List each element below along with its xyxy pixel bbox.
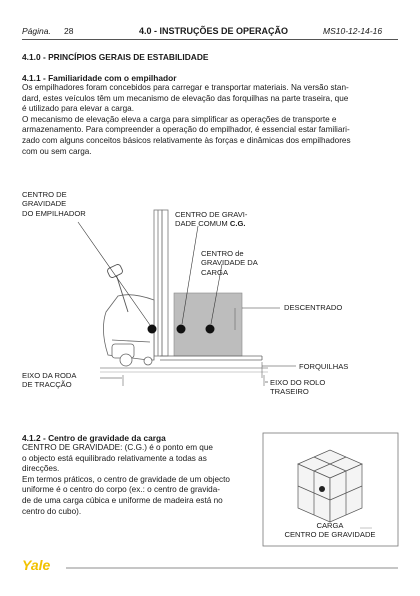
paragraph-line: uniforme é o centro do corpo (ex.: o centro de gravida- [22,485,220,495]
paragraph-line: Os empilhadores foram concebidos para carregar e transportar materiais. Na versão stan- [22,83,349,92]
paragraph-line: Em termos práticos, o centro de gravidade de um objecto [22,474,230,484]
header-model: MS10-12-14-16 [323,26,383,36]
cube-drawing [298,450,362,522]
label-truck-cg: CENTRO DE GRAVIDADE DO EMPILHADOR [22,190,86,218]
paragraph-line: CENTRO DE GRAVIDADE: (C.G.) é o ponto em que [22,443,213,452]
label-load-cg: CENTRO de GRAVIDADE DA CARGA [201,249,258,277]
section-title: 4.1.0 - PRINCÍPIOS GERAIS DE ESTABILIDADE [22,52,209,62]
cube-cg-point [319,486,325,492]
page-label: Página. [22,26,51,36]
paragraph-line: centro do cubo). [22,506,82,516]
mast-drawing [154,210,168,356]
common-cg-point [177,325,186,334]
dimension-ticks [123,362,264,386]
paragraph-line: zado com alguns conceitos básicos relativamente às forças e dinâmicas dos empilhadores [22,135,351,145]
paragraph-line: O mecanismo de elevação eleva a carga para simplificar as operações de transporte e [22,114,337,124]
header-section-title: 4.0 - INSTRUÇÕES DE OPERAÇÃO [139,26,289,36]
cube-caption: CARGA CENTRO DE GRAVIDADE [284,521,376,540]
load-block [174,293,242,356]
paragraph-line: com ou sem carga. [22,146,92,156]
label-forks: FORQUILHAS [299,362,349,371]
brand-logo: Yale [22,557,51,573]
page-number: 28 [64,26,74,36]
paragraph-line: dard, estes veículos têm um mecanismo de elevação das forquilhas na parte traseira, que [22,93,349,103]
paragraph-line: armazenamento. Para compreender a operação do empilhador, é essencial estar familiari- [22,125,350,135]
forks-drawing [160,356,262,360]
label-rear-roller: EIXO DO ROLO TRASEIRO [270,378,326,397]
subsection-2-title: 4.1.2 - Centro de gravidade da carga [22,433,166,443]
load-cg-point [206,325,215,334]
paragraph-line: o objecto está equilibrado relativamente a todas as [22,453,207,463]
paragraph-line: é utilizado para elevar a carga. [22,104,134,114]
subsection-2-body [22,443,258,517]
label-drive-axle: EIXO DA RODA DE TRACÇÃO [22,371,77,390]
paragraph-line: de de uma carga cúbica e uniforme de madeira está no [22,495,223,505]
paragraph-line: direcções. [22,464,60,474]
subsection-1-title: 4.1.1 - Familiaridade com o empilhador [22,73,177,83]
label-common-cg: CENTRO DE GRAVI- DADE COMUM C.G. [175,210,248,229]
label-offset: DESCENTRADO [284,303,343,312]
truck-cg-point [148,325,157,334]
